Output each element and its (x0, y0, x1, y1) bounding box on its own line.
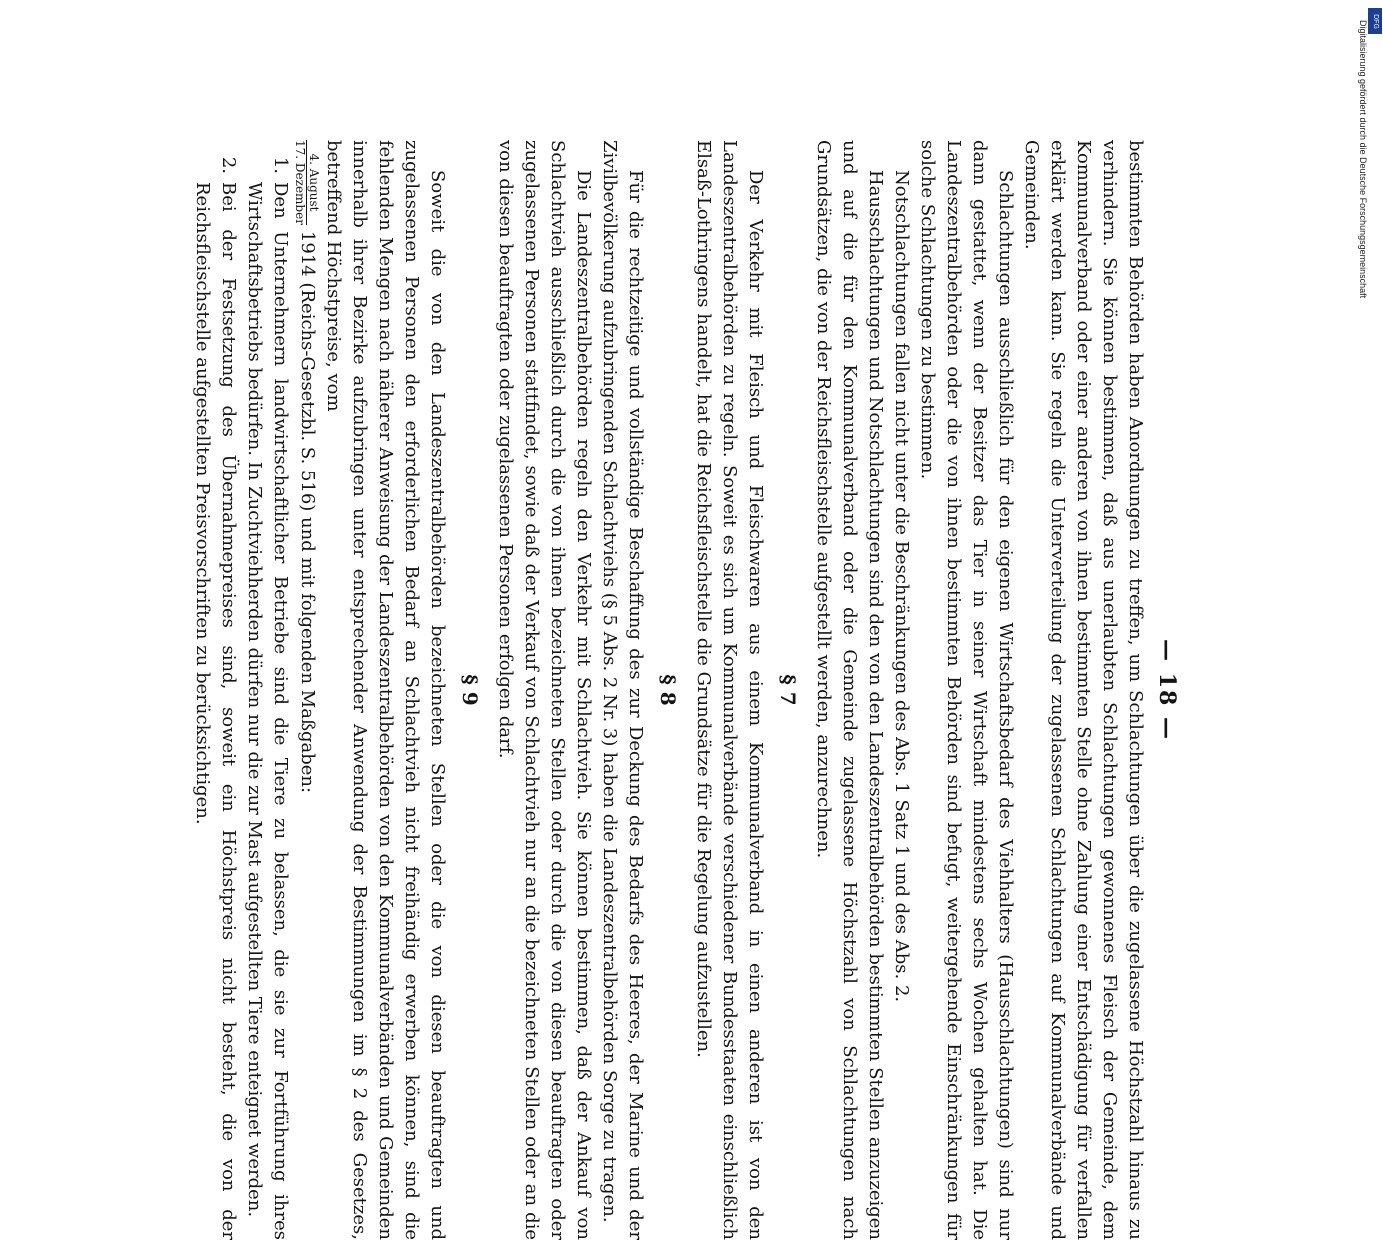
list-item (241, 140, 293, 1240)
document-page (192, 140, 1180, 1240)
date-bottom: 17. Dezember (293, 140, 307, 225)
list-item-number: 2. (218, 156, 239, 174)
date-rest: 1914 (Reichs-Gesetzbl. S. 516) und mit folgenden Maßgaben: (297, 230, 318, 794)
section-9-title: § 9 (458, 674, 482, 706)
list-item (189, 140, 241, 1240)
section-8-text-2: Die Landeszentralbehörden regeln den Verkehr mit Schlachtvieh. Sie können bestimmen, daß der Ankauf von Schlachtvieh ausschließlich durch die von ihnen bezeichneten Stellen oder durch die von diesen beauftragten oder zugelassenen Personen stattfindet, sowie daß der Verkauf von Schlachtvieh nur an die bezeichneten Stellen oder an die von diesen beauftragten oder zugelassenen Personen erfolgen darf. (495, 140, 594, 1240)
dfg-logo: DFG (1368, 8, 1382, 34)
section-9-text: Soweit die von den Landeszentralbehörden bezeichneten Stellen oder die von diesen beauftragten und zugelassenen Personen den erforderlichen Bedarf an Schlachtvieh nicht freihändig erwerben können, sind die fehlenden Mengen nach näherer Anweisung der Landeszentralbehörden von den Kommunalverbänden und Gemeinden innerhalb ihrer Bezirke aufzubringen unter entsprechender Anwendung der Bestimmungen im § 2 des Gesetzes, betreffend Höchstpreise, vom (323, 140, 448, 1240)
page-number: — 18 — (1154, 639, 1180, 741)
section-9-date-line (293, 140, 320, 1240)
section-8-title: § 8 (656, 674, 680, 706)
section-7-text: Der Verkehr mit Fleisch und Fleischwaren aus einem Kommunalverband in einen anderen ist von den Landeszentralbehörden zu regeln. Soweit es sich um Kommunalverbände verschiedener Bundesstaaten einschließlich Elsaß-Lothringens handelt, hat die Reichsfleischstelle die Grundsätze für die Regelung aufzustellen. (693, 140, 766, 1240)
date-fraction (293, 140, 320, 225)
paragraph-hausschlachtungen: Schlachtungen ausschließlich für den eigenen Wirtschaftsbedarf des Viehhalters (Hausschlachtungen) sind nur dann gestattet, wenn der Besitzer das Tier in seiner Wirtschaft mindestens sechs Wochen gehalten hat. Die Landeszentralbehörden oder die von ihnen bestimmten Behörden sind befugt, weitergehende Einschränkungen für solche Schlachtungen zu bestimmen. (917, 140, 1016, 1240)
section-7-title: § 7 (776, 674, 800, 706)
date-top: 4. August (306, 140, 320, 225)
paragraph-intro: bestimmten Behörden haben Anordnungen zu treffen, um Schlachtungen über die zugelassene Höchstzahl hinaus zu verhindern. Sie können bestimmen, daß aus unerlaubten Schlachtungen gewonnenes Fleisch der Gemeinde, dem Kommunalverband oder einer anderen von ihnen bestimmten Stelle ohne Zahlung einer Entschädigung für verfallen erklärt werden kann. Sie regeln die Unterverteilung der zugelassenen Schlachtungen auf Kommunalverbände und Gemeinden. (1021, 140, 1146, 1240)
paragraph-notschlachtungen: Notschlachtungen fallen nicht unter die Beschränkungen des Abs. 1 Satz 1 und des Abs. 2. (891, 170, 912, 1003)
list-item-text: Bei der Festsetzung des Übernahmepreises sind, soweit ein Höchstpreis nicht besteht, die von der Reichsfleischstelle aufgestellten Preisvorschriften zu berücksichtigen. (192, 182, 239, 1240)
section-8-text-1: Für die rechtzeitige und vollständige Beschaffung des zur Deckung des Bedarfs des Heeres, der Marine und der Zivilbevölkerung aufzubringenden Schlachtviehs (§ 5 Abs. 2 Nr. 3) haben die Landeszentralbehörden Sorge zu tragen. (599, 140, 646, 1240)
digitization-note: Digitalisierung gefördert durch die Deutsche Forschungsgemeinschaft (1358, 20, 1368, 299)
paragraph-anzeige: Hausschlachtungen und Notschlachtungen sind den von den Landeszentralbehörden bestimmten Stellen anzuzeigen und auf die für den Kommunalverband oder die Gemeinde zugelassene Höchstzahl von Schlachtungen nach Grundsätzen, die von der Reichsfleischstelle aufgestellt werden, anzurechnen. (813, 140, 886, 1240)
list-item-number: 1. (270, 156, 291, 174)
list-item-text: Den Unternehmern landwirtschaftlicher Betriebe sind die Tiere zu belassen, die sie zur Fortführung ihres Wirtschaftsbetriebs bedürfen. In Zuchtviehherden dürfen nur die zur Mast aufgestellten Tiere enteignet werden. (244, 182, 291, 1240)
